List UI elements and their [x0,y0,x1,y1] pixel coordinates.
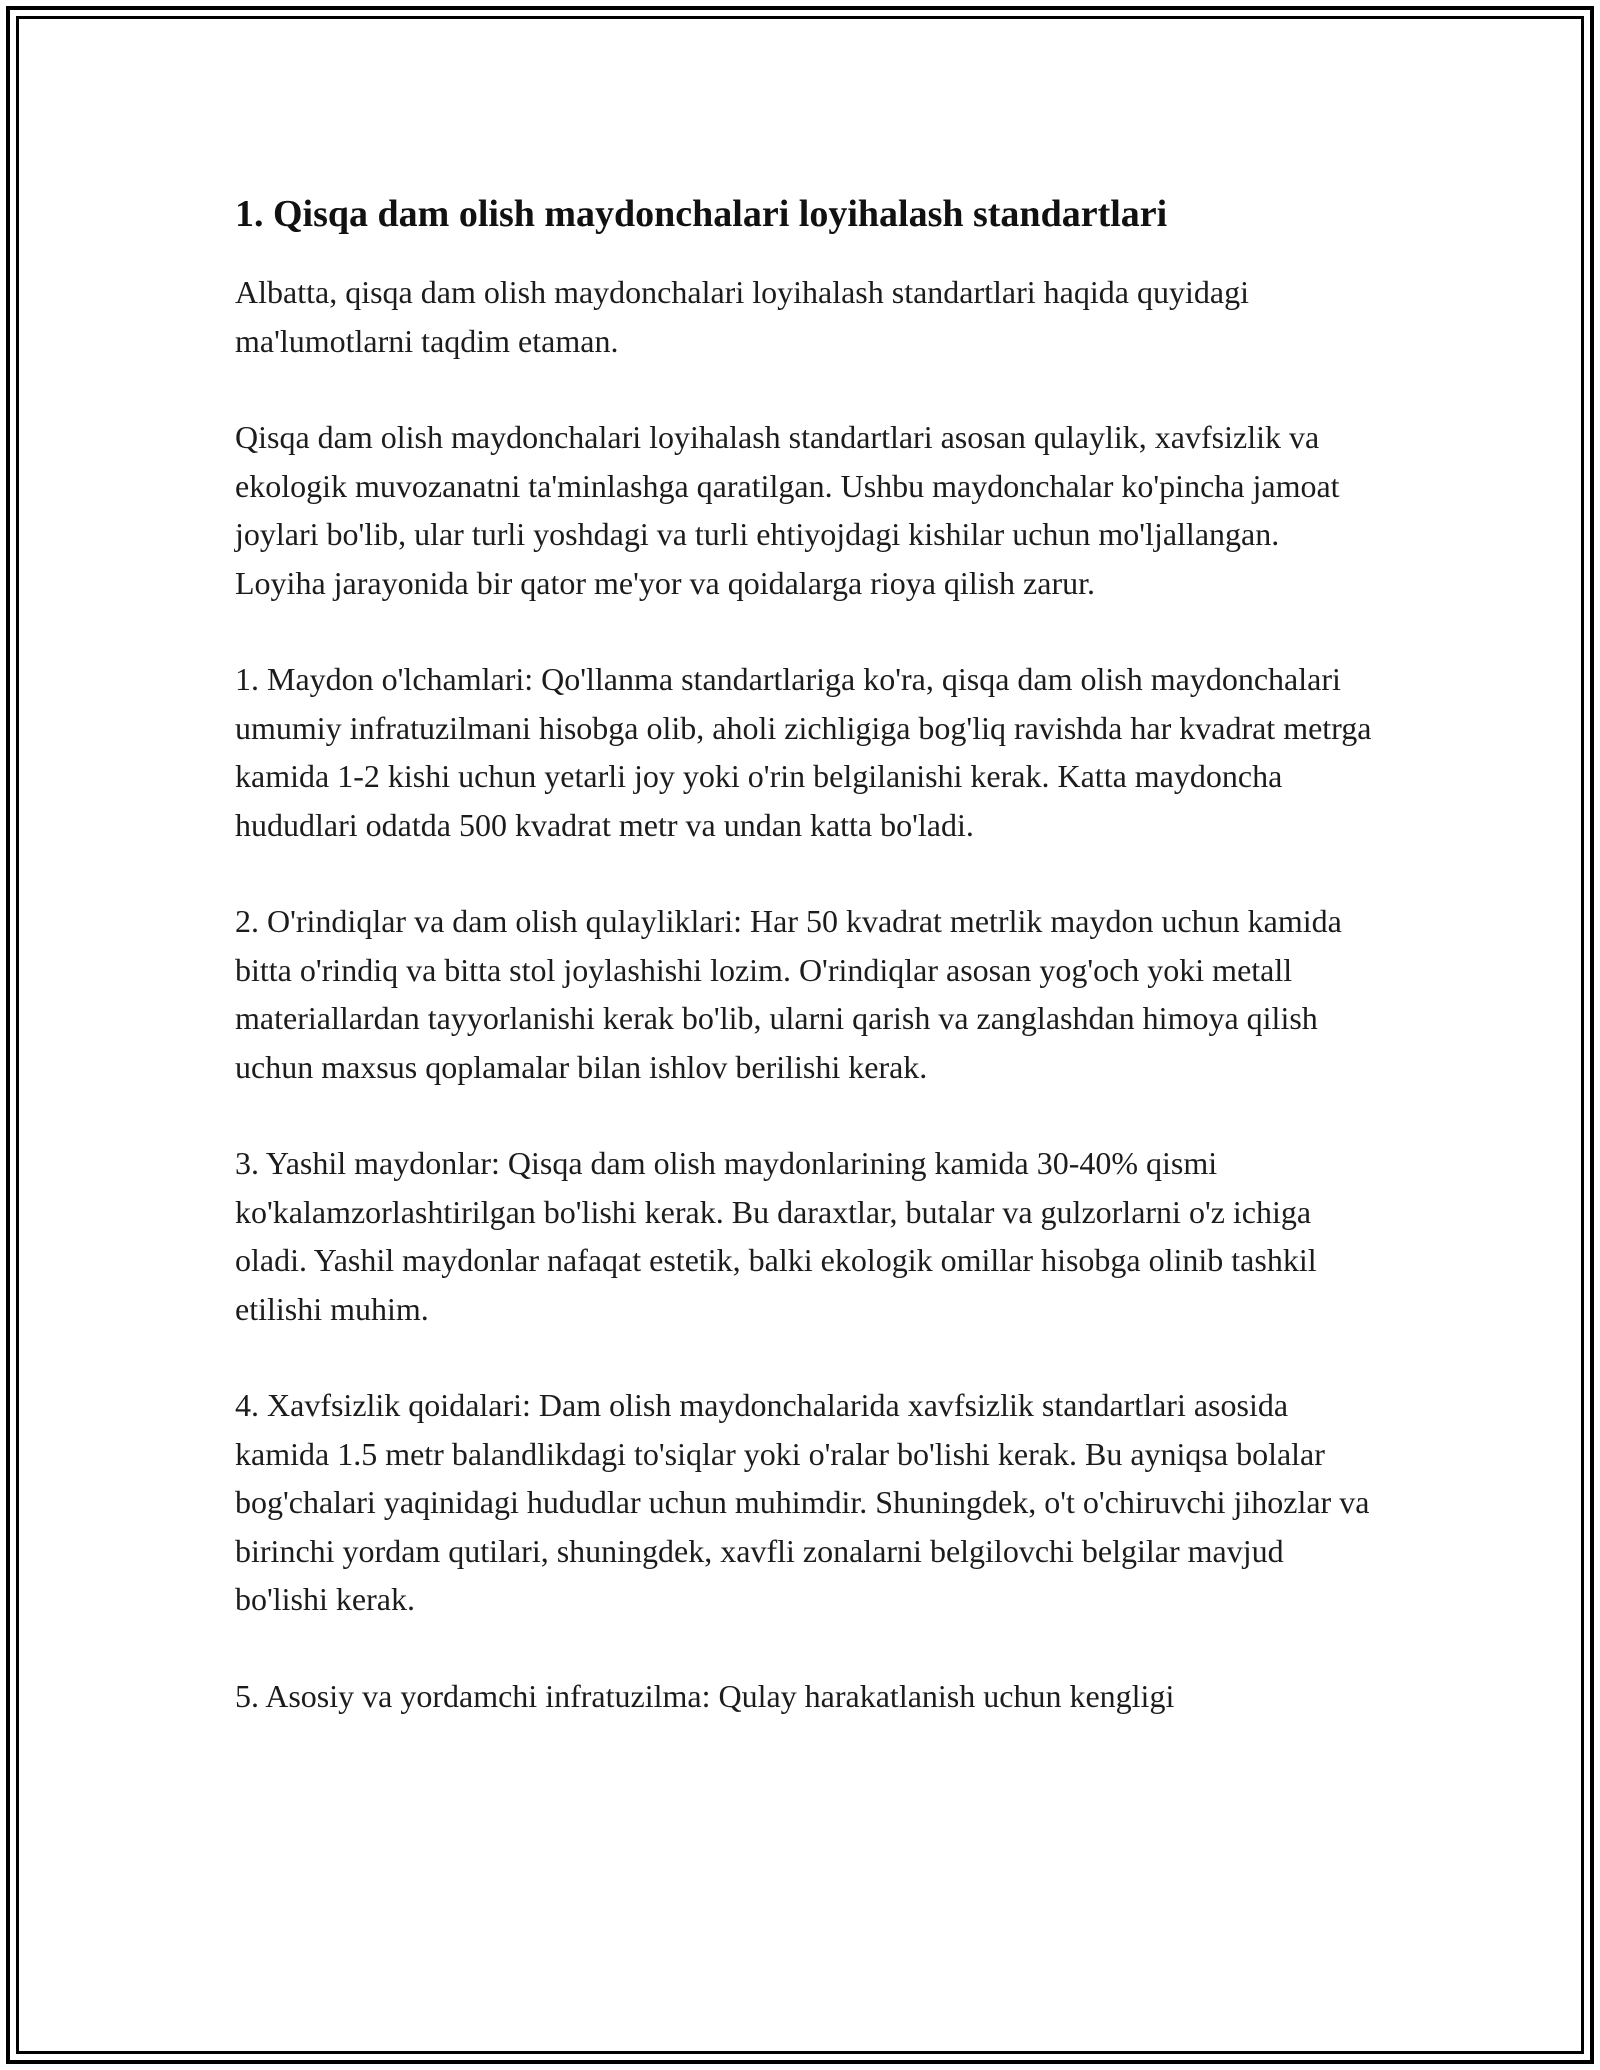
paragraph-item-3: 3. Yashil maydonlar: Qisqa dam olish maydonlarining kamida 30-40% qismi ko'kalamzorlashtirilgan bo'lishi kerak. Bu daraxtlar, butalar va gulzorlarni o'z ichiga oladi. Yashil maydonlar nafaqat estetik, balki ekologik omillar hisobga olinib tashkil etilishi muhim. [235,1145,1317,1327]
paragraph-item-5: 5. Asosiy va yordamchi infratuzilma: Qulay harakatlanish uchun kengligi [235,1677,1175,1714]
document-title: 1. Qisqa dam olish maydonchalari loyihalash standartlari [235,193,1168,235]
paragraph-item-4: 4. Xavfsizlik qoidalari: Dam olish maydonchalarida xavfsizlik standartlari asosida kamida 1.5 metr balandlikdagi to'siqlar yoki o'ralar bo'lishi kerak. Bu ayniqsa bolalar bog'chalari yaqinidagi hududlar uchun muhimdir. Shuningdek, o't o'chiruvchi jihozlar va birinchi yordam qutilari, shuningdek, xavfli zonalarni belgilovchi belgilar mavjud bo'lishi kerak. [235,1387,1370,1617]
paragraph-item-2: 2. O'rindiqlar va dam olish qulayliklari: Har 50 kvadrat metrlik maydon uchun kamida bitta o'rindiq va bitta stol joylashishi lozim. O'rindiqlar asosan yog'och yoki metall materiallardan tayyorlanishi kerak bo'lib, ularni qarish va zanglashdan himoya qilish uchun maxsus qoplamalar bilan ishlov berilishi kerak. [235,903,1342,1085]
paragraph-overview: Qisqa dam olish maydonchalari loyihalash standartlari asosan qulaylik, xavfsizlik va ekologik muvozanatni ta'minlashga qaratilgan. Ushbu maydonchalar ko'pincha jamoat joylari bo'lib, ular turli yoshdagi va turli ehtiyojdagi kishilar uchun mo'ljallangan. Loyiha jarayonida bir qator me'yor va qoidalarga rioya qilish zarur. [235,419,1340,601]
paragraph-item-1: 1. Maydon o'lchamlari: Qo'llanma standartlariga ko'ra, qisqa dam olish maydonchalari umumiy infratuzilmani hisobga olib, aholi zichligiga bog'liq ravishda har kvadrat metrga kamida 1-2 kishi uchun yetarli joy yoki o'rin belgilanishi kerak. Katta maydoncha hududlari odatda 500 kvadrat metr va undan katta bo'ladi. [235,661,1372,843]
paragraph-intro: Albatta, qisqa dam olish maydonchalari loyihalash standartlari haqida quyidagi ma'lumotlarni taqdim etaman. [235,274,1249,359]
document-body [235,186,1375,1768]
